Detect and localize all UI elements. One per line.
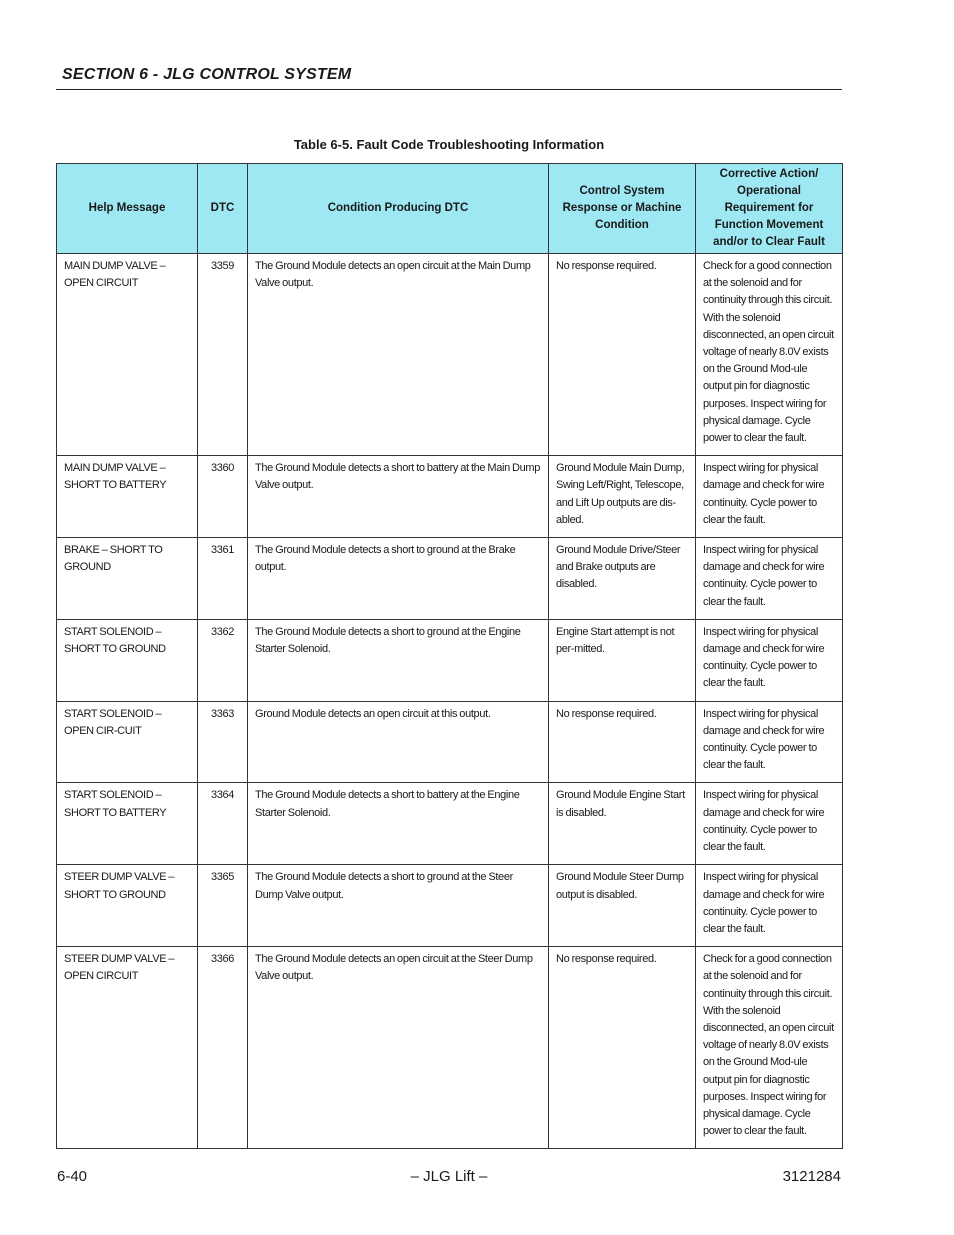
help-message-cell: START SOLENOID – OPEN CIR-CUIT <box>57 701 198 783</box>
condition-cell: Ground Module detects an open circuit at this output. <box>248 701 549 783</box>
help-message-cell: STEER DUMP VALVE – OPEN CIRCUIT <box>57 947 198 1149</box>
column-header-condition: Condition Producing DTC <box>248 164 549 254</box>
corrective-action-cell: Inspect wiring for physical damage and check for wire continuity. Cycle power to clear the fault. <box>696 456 843 538</box>
section-title: SECTION 6 - JLG CONTROL SYSTEM <box>62 66 352 83</box>
response-cell: Ground Module Engine Start is disabled. <box>549 783 696 865</box>
response-cell: Engine Start attempt is not per-mitted. <box>549 619 696 701</box>
corrective-action-cell: Inspect wiring for physical damage and check for wire continuity. Cycle power to clear the fault. <box>696 783 843 865</box>
table-row <box>57 538 843 620</box>
document-number: 3121284 <box>782 1168 841 1185</box>
condition-cell: The Ground Module detects a short to ground at the Brake output. <box>248 538 549 620</box>
dtc-cell: 3362 <box>198 619 248 701</box>
corrective-action-cell: Check for a good connection at the solenoid and for continuity through this circuit. With the solenoid disconnected, an open circuit voltage of nearly 8.0V exists on the Ground Mod-ule output pin for diagnostic purposes. Inspect wiring for physical damage. Cycle power to clear the fault. <box>696 254 843 456</box>
help-message-cell: MAIN DUMP VALVE – SHORT TO BATTERY <box>57 456 198 538</box>
table-row <box>57 947 843 1149</box>
condition-cell: The Ground Module detects a short to ground at the Steer Dump Valve output. <box>248 865 549 947</box>
column-header-corrective-action: Corrective Action/ Operational Requirement for Function Movement and/or to Clear Fault <box>696 164 843 254</box>
condition-cell: The Ground Module detects an open circuit at the Main Dump Valve output. <box>248 254 549 456</box>
corrective-action-cell: Inspect wiring for physical damage and check for wire continuity. Cycle power to clear the fault. <box>696 619 843 701</box>
corrective-action-cell: Inspect wiring for physical damage and check for wire continuity. Cycle power to clear the fault. <box>696 538 843 620</box>
table-caption: Table 6-5. Fault Code Troubleshooting Information <box>293 137 605 152</box>
table-row <box>57 619 843 701</box>
help-message-cell: START SOLENOID – SHORT TO BATTERY <box>57 783 198 865</box>
condition-cell: The Ground Module detects a short to battery at the Engine Starter Solenoid. <box>248 783 549 865</box>
dtc-cell: 3359 <box>198 254 248 456</box>
help-message-cell: START SOLENOID – SHORT TO GROUND <box>57 619 198 701</box>
help-message-cell: MAIN DUMP VALVE – OPEN CIRCUIT <box>57 254 198 456</box>
footer-brand: – JLG Lift – <box>410 1168 488 1185</box>
dtc-cell: 3366 <box>198 947 248 1149</box>
dtc-cell: 3363 <box>198 701 248 783</box>
page-number: 6-40 <box>57 1168 88 1185</box>
condition-cell: The Ground Module detects an open circuit at the Steer Dump Valve output. <box>248 947 549 1149</box>
corrective-action-cell: Inspect wiring for physical damage and check for wire continuity. Cycle power to clear the fault. <box>696 701 843 783</box>
header-divider <box>56 89 842 90</box>
table-row <box>57 254 843 456</box>
condition-cell: The Ground Module detects a short to ground at the Engine Starter Solenoid. <box>248 619 549 701</box>
condition-cell: The Ground Module detects a short to battery at the Main Dump Valve output. <box>248 456 549 538</box>
table-row <box>57 701 843 783</box>
response-cell: No response required. <box>549 254 696 456</box>
corrective-action-cell: Check for a good connection at the solenoid and for continuity through this circuit. With the solenoid disconnected, an open circuit voltage of nearly 8.0V exists on the Ground Mod-ule output pin for diagnostic purposes. Inspect wiring for physical damage. Cycle power to clear the fault. <box>696 947 843 1149</box>
response-cell: Ground Module Main Dump, Swing Left/Right, Telescope, and Lift Up outputs are dis-abled. <box>549 456 696 538</box>
corrective-action-cell: Inspect wiring for physical damage and check for wire continuity. Cycle power to clear the fault. <box>696 865 843 947</box>
response-cell: Ground Module Steer Dump output is disabled. <box>549 865 696 947</box>
dtc-cell: 3364 <box>198 783 248 865</box>
help-message-cell: STEER DUMP VALVE – SHORT TO GROUND <box>57 865 198 947</box>
dtc-cell: 3361 <box>198 538 248 620</box>
dtc-cell: 3360 <box>198 456 248 538</box>
column-header-help-message: Help Message <box>57 164 198 254</box>
table-row <box>57 456 843 538</box>
column-header-dtc: DTC <box>198 164 248 254</box>
fault-code-table <box>56 163 843 1149</box>
table-row <box>57 865 843 947</box>
table-row <box>57 783 843 865</box>
help-message-cell: BRAKE – SHORT TO GROUND <box>57 538 198 620</box>
response-cell: No response required. <box>549 947 696 1149</box>
column-header-response: Control System Response or Machine Condition <box>549 164 696 254</box>
response-cell: Ground Module Drive/Steer and Brake outputs are disabled. <box>549 538 696 620</box>
response-cell: No response required. <box>549 701 696 783</box>
dtc-cell: 3365 <box>198 865 248 947</box>
table-header-row <box>57 164 843 254</box>
